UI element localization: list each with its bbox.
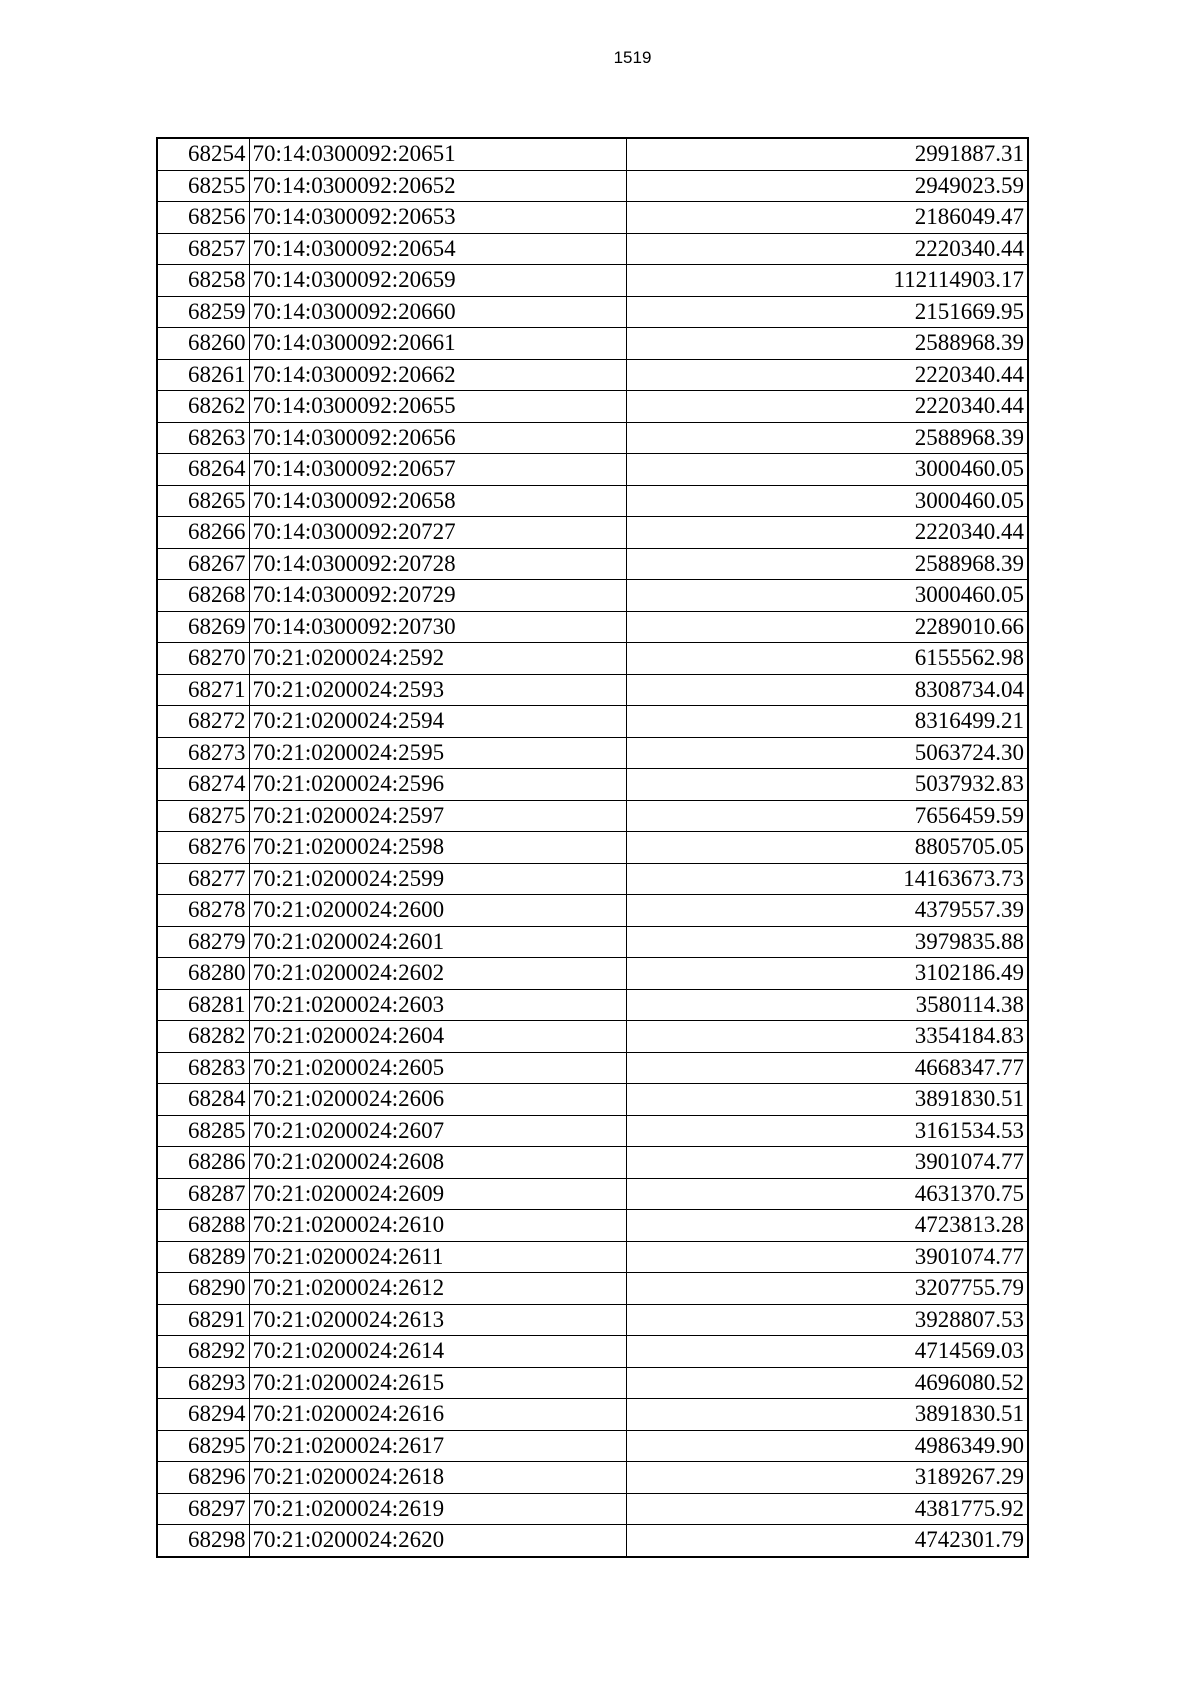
cadastral-number-cell: 70:14:0300092:20729 [249, 580, 626, 612]
row-number-cell: 68287 [157, 1178, 249, 1210]
cadastral-number-cell: 70:21:0200024:2602 [249, 958, 626, 990]
table-row [157, 643, 1028, 675]
cadastral-number-cell: 70:21:0200024:2615 [249, 1367, 626, 1399]
row-number-cell: 68271 [157, 674, 249, 706]
cadastral-number-cell: 70:14:0300092:20658 [249, 485, 626, 517]
cadastral-value-cell: 2186049.47 [626, 202, 1028, 234]
table-row [157, 926, 1028, 958]
cadastral-number-cell: 70:14:0300092:20656 [249, 422, 626, 454]
table-row [157, 1430, 1028, 1462]
row-number-cell: 68264 [157, 454, 249, 486]
table-row [157, 1210, 1028, 1242]
cadastral-number-cell: 70:14:0300092:20659 [249, 265, 626, 297]
row-number-cell: 68276 [157, 832, 249, 864]
cadastral-value-cell: 4631370.75 [626, 1178, 1028, 1210]
cadastral-value-cell: 3580114.38 [626, 989, 1028, 1021]
cadastral-value-cell: 8805705.05 [626, 832, 1028, 864]
row-number-cell: 68298 [157, 1525, 249, 1557]
row-number-cell: 68294 [157, 1399, 249, 1431]
cadastral-value-cell: 3891830.51 [626, 1084, 1028, 1116]
cadastral-value-cell: 4381775.92 [626, 1493, 1028, 1525]
table-row [157, 989, 1028, 1021]
row-number-cell: 68275 [157, 800, 249, 832]
cadastral-number-cell: 70:14:0300092:20660 [249, 296, 626, 328]
table-row [157, 1399, 1028, 1431]
table-row [157, 580, 1028, 612]
table-row [157, 895, 1028, 927]
table-row [157, 958, 1028, 990]
table-row [157, 548, 1028, 580]
cadastral-number-cell: 70:21:0200024:2607 [249, 1115, 626, 1147]
row-number-cell: 68258 [157, 265, 249, 297]
table-row [157, 202, 1028, 234]
table-row [157, 485, 1028, 517]
table-row [157, 359, 1028, 391]
row-number-cell: 68285 [157, 1115, 249, 1147]
cadastral-value-cell: 2289010.66 [626, 611, 1028, 643]
row-number-cell: 68260 [157, 328, 249, 360]
cadastral-value-cell: 3000460.05 [626, 454, 1028, 486]
table-row [157, 1525, 1028, 1557]
cadastral-value-cell: 3000460.05 [626, 580, 1028, 612]
cadastral-value-cell: 3891830.51 [626, 1399, 1028, 1431]
table-row [157, 1021, 1028, 1053]
cadastral-number-cell: 70:14:0300092:20655 [249, 391, 626, 423]
table-row [157, 1084, 1028, 1116]
table-row [157, 296, 1028, 328]
row-number-cell: 68268 [157, 580, 249, 612]
table-row [157, 233, 1028, 265]
cadastral-number-cell: 70:21:0200024:2610 [249, 1210, 626, 1242]
row-number-cell: 68290 [157, 1273, 249, 1305]
row-number-cell: 68283 [157, 1052, 249, 1084]
row-number-cell: 68272 [157, 706, 249, 738]
cadastral-value-cell: 5063724.30 [626, 737, 1028, 769]
cadastral-number-cell: 70:21:0200024:2609 [249, 1178, 626, 1210]
table-body [157, 138, 1028, 1557]
cadastral-value-cell: 3102186.49 [626, 958, 1028, 990]
row-number-cell: 68295 [157, 1430, 249, 1462]
table-row [157, 1178, 1028, 1210]
table-row [157, 1367, 1028, 1399]
row-number-cell: 68254 [157, 138, 249, 170]
cadastral-number-cell: 70:21:0200024:2619 [249, 1493, 626, 1525]
cadastral-number-cell: 70:21:0200024:2616 [249, 1399, 626, 1431]
cadastral-number-cell: 70:21:0200024:2617 [249, 1430, 626, 1462]
cadastral-number-cell: 70:14:0300092:20651 [249, 138, 626, 170]
cadastral-number-cell: 70:21:0200024:2611 [249, 1241, 626, 1273]
cadastral-value-cell: 3161534.53 [626, 1115, 1028, 1147]
cadastral-number-cell: 70:21:0200024:2595 [249, 737, 626, 769]
cadastral-value-cell: 3000460.05 [626, 485, 1028, 517]
cadastral-value-cell: 8308734.04 [626, 674, 1028, 706]
cadastral-number-cell: 70:14:0300092:20654 [249, 233, 626, 265]
cadastral-number-cell: 70:21:0200024:2605 [249, 1052, 626, 1084]
row-number-cell: 68288 [157, 1210, 249, 1242]
cadastral-number-cell: 70:21:0200024:2598 [249, 832, 626, 864]
cadastral-value-cell: 7656459.59 [626, 800, 1028, 832]
cadastral-value-cell: 2220340.44 [626, 517, 1028, 549]
cadastral-value-cell: 2991887.31 [626, 138, 1028, 170]
row-number-cell: 68292 [157, 1336, 249, 1368]
cadastral-number-cell: 70:21:0200024:2620 [249, 1525, 626, 1557]
table-row [157, 1304, 1028, 1336]
cadastral-number-cell: 70:21:0200024:2603 [249, 989, 626, 1021]
cadastral-value-cell: 112114903.17 [626, 265, 1028, 297]
cadastral-value-cell: 4742301.79 [626, 1525, 1028, 1557]
table-row [157, 138, 1028, 170]
cadastral-number-cell: 70:14:0300092:20657 [249, 454, 626, 486]
row-number-cell: 68297 [157, 1493, 249, 1525]
cadastral-number-cell: 70:21:0200024:2618 [249, 1462, 626, 1494]
row-number-cell: 68278 [157, 895, 249, 927]
table-row [157, 674, 1028, 706]
table-row [157, 1493, 1028, 1525]
cadastral-number-cell: 70:14:0300092:20728 [249, 548, 626, 580]
cadastral-number-cell: 70:21:0200024:2613 [249, 1304, 626, 1336]
cadastral-value-cell: 2220340.44 [626, 391, 1028, 423]
row-number-cell: 68284 [157, 1084, 249, 1116]
table-row [157, 1462, 1028, 1494]
row-number-cell: 68265 [157, 485, 249, 517]
cadastral-number-cell: 70:21:0200024:2592 [249, 643, 626, 675]
row-number-cell: 68281 [157, 989, 249, 1021]
cadastral-value-cell: 3207755.79 [626, 1273, 1028, 1305]
table-row [157, 517, 1028, 549]
table-row [157, 1115, 1028, 1147]
row-number-cell: 68263 [157, 422, 249, 454]
cadastral-number-cell: 70:21:0200024:2614 [249, 1336, 626, 1368]
cadastral-value-cell: 3928807.53 [626, 1304, 1028, 1336]
row-number-cell: 68277 [157, 863, 249, 895]
cadastral-value-cell: 3979835.88 [626, 926, 1028, 958]
cadastral-value-cell: 5037932.83 [626, 769, 1028, 801]
table-row [157, 1147, 1028, 1179]
cadastral-value-cell: 14163673.73 [626, 863, 1028, 895]
cadastral-value-cell: 2151669.95 [626, 296, 1028, 328]
table-row [157, 737, 1028, 769]
cadastral-number-cell: 70:21:0200024:2612 [249, 1273, 626, 1305]
row-number-cell: 68273 [157, 737, 249, 769]
cadastral-number-cell: 70:21:0200024:2600 [249, 895, 626, 927]
row-number-cell: 68291 [157, 1304, 249, 1336]
row-number-cell: 68259 [157, 296, 249, 328]
cadastral-number-cell: 70:21:0200024:2596 [249, 769, 626, 801]
table-row [157, 706, 1028, 738]
table-row [157, 391, 1028, 423]
table-row [157, 1052, 1028, 1084]
row-number-cell: 68257 [157, 233, 249, 265]
row-number-cell: 68266 [157, 517, 249, 549]
row-number-cell: 68289 [157, 1241, 249, 1273]
cadastral-number-cell: 70:21:0200024:2601 [249, 926, 626, 958]
cadastral-value-cell: 2588968.39 [626, 548, 1028, 580]
cadastral-value-cell: 8316499.21 [626, 706, 1028, 738]
table-row [157, 422, 1028, 454]
cadastral-number-cell: 70:21:0200024:2597 [249, 800, 626, 832]
cadastral-number-cell: 70:21:0200024:2606 [249, 1084, 626, 1116]
row-number-cell: 68256 [157, 202, 249, 234]
cadastral-value-cell: 2588968.39 [626, 328, 1028, 360]
cadastral-number-cell: 70:21:0200024:2608 [249, 1147, 626, 1179]
cadastral-value-cell: 4723813.28 [626, 1210, 1028, 1242]
cadastral-number-cell: 70:14:0300092:20661 [249, 328, 626, 360]
row-number-cell: 68274 [157, 769, 249, 801]
cadastral-number-cell: 70:21:0200024:2599 [249, 863, 626, 895]
table-row [157, 832, 1028, 864]
cadastral-number-cell: 70:21:0200024:2604 [249, 1021, 626, 1053]
cadastral-value-cell: 2220340.44 [626, 359, 1028, 391]
cadastral-number-cell: 70:14:0300092:20662 [249, 359, 626, 391]
cadastral-number-cell: 70:14:0300092:20652 [249, 170, 626, 202]
cadastral-value-cell: 3901074.77 [626, 1147, 1028, 1179]
row-number-cell: 68270 [157, 643, 249, 675]
table-row [157, 454, 1028, 486]
cadastral-value-cell: 3189267.29 [626, 1462, 1028, 1494]
cadastral-number-cell: 70:14:0300092:20727 [249, 517, 626, 549]
cadastral-number-cell: 70:14:0300092:20730 [249, 611, 626, 643]
cadastral-number-cell: 70:21:0200024:2593 [249, 674, 626, 706]
page-number: 1519 [613, 48, 652, 67]
row-number-cell: 68280 [157, 958, 249, 990]
table-row [157, 769, 1028, 801]
cadastral-value-table [156, 137, 1029, 1558]
table-row [157, 800, 1028, 832]
cadastral-value-cell: 4986349.90 [626, 1430, 1028, 1462]
row-number-cell: 68255 [157, 170, 249, 202]
table-row [157, 328, 1028, 360]
row-number-cell: 68261 [157, 359, 249, 391]
table-row [157, 170, 1028, 202]
cadastral-number-cell: 70:21:0200024:2594 [249, 706, 626, 738]
table-row [157, 1336, 1028, 1368]
row-number-cell: 68262 [157, 391, 249, 423]
cadastral-number-cell: 70:14:0300092:20653 [249, 202, 626, 234]
cadastral-value-cell: 2588968.39 [626, 422, 1028, 454]
table-row [157, 1241, 1028, 1273]
row-number-cell: 68286 [157, 1147, 249, 1179]
table-row [157, 1273, 1028, 1305]
row-number-cell: 68269 [157, 611, 249, 643]
row-number-cell: 68296 [157, 1462, 249, 1494]
cadastral-value-cell: 2949023.59 [626, 170, 1028, 202]
cadastral-value-cell: 3901074.77 [626, 1241, 1028, 1273]
row-number-cell: 68282 [157, 1021, 249, 1053]
table-row [157, 265, 1028, 297]
row-number-cell: 68293 [157, 1367, 249, 1399]
table-row [157, 863, 1028, 895]
cadastral-value-cell: 2220340.44 [626, 233, 1028, 265]
cadastral-value-cell: 4379557.39 [626, 895, 1028, 927]
cadastral-value-cell: 4714569.03 [626, 1336, 1028, 1368]
row-number-cell: 68267 [157, 548, 249, 580]
row-number-cell: 68279 [157, 926, 249, 958]
cadastral-value-cell: 3354184.83 [626, 1021, 1028, 1053]
cadastral-value-cell: 4668347.77 [626, 1052, 1028, 1084]
table-row [157, 611, 1028, 643]
cadastral-value-cell: 6155562.98 [626, 643, 1028, 675]
cadastral-value-cell: 4696080.52 [626, 1367, 1028, 1399]
